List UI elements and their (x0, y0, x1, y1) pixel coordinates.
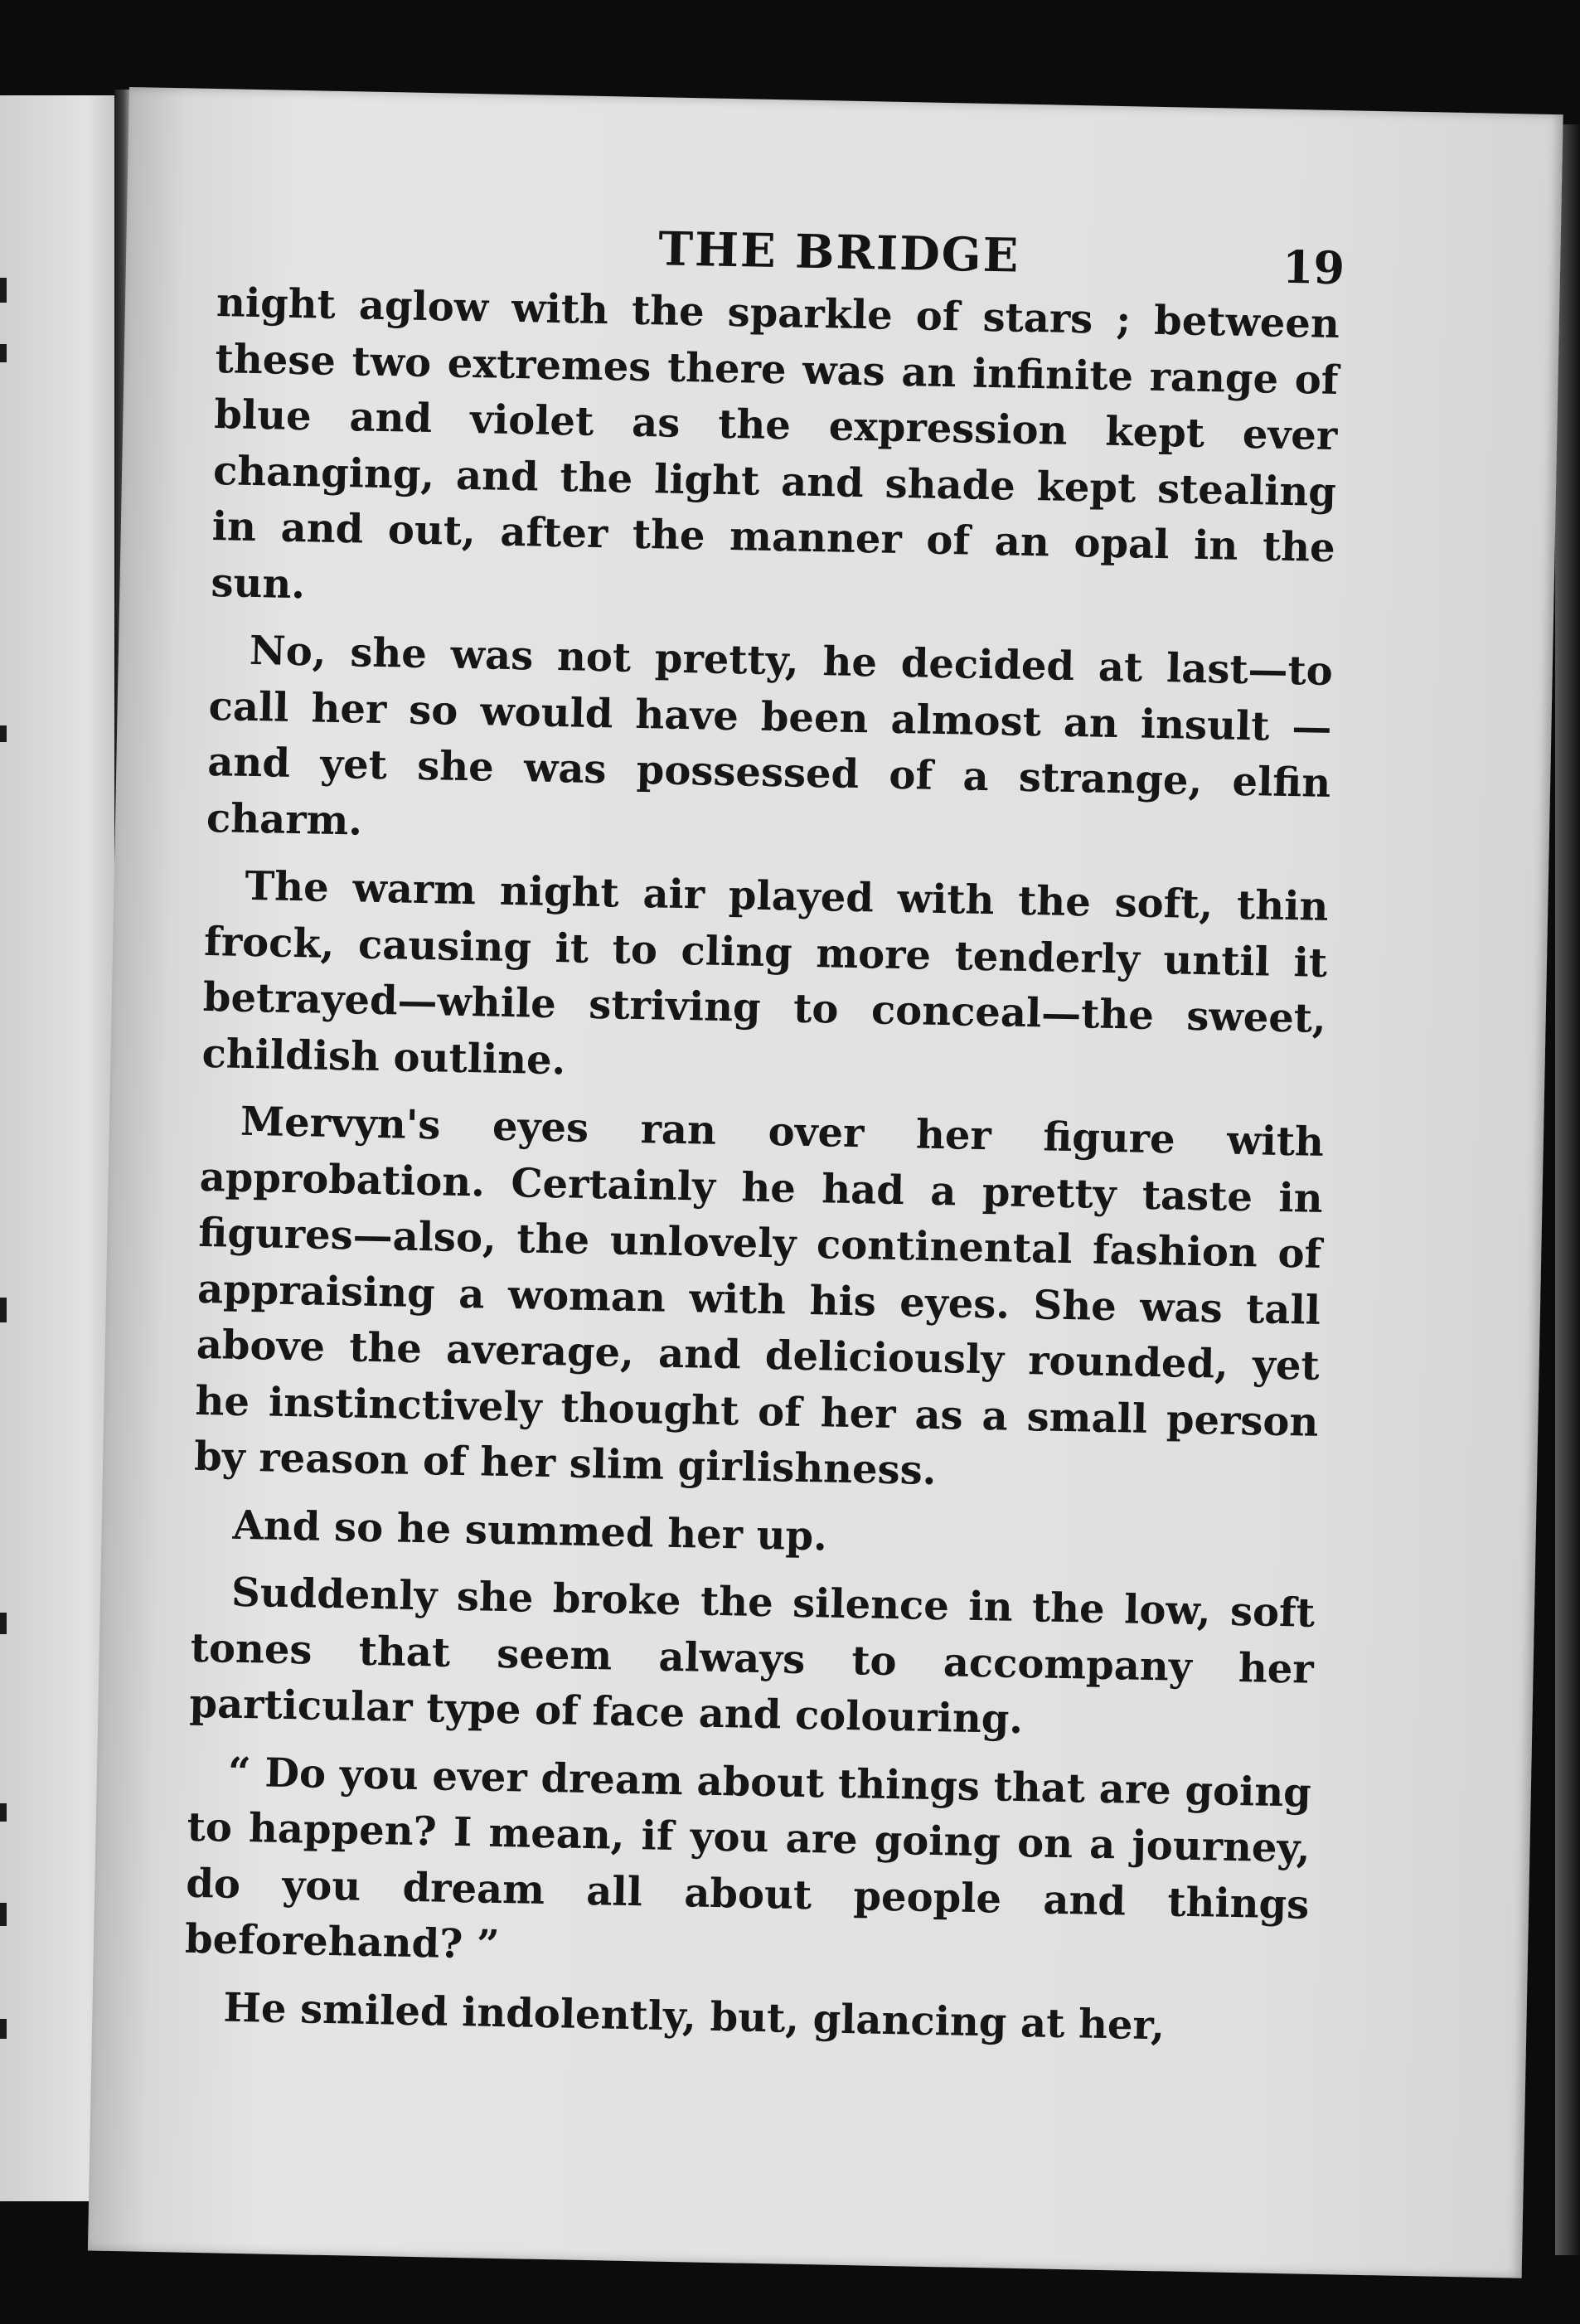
page-edge-shadow (1555, 124, 1580, 2255)
book-page (88, 87, 1563, 2278)
paragraph: Suddenly she broke the silence in the low, soft tones that seem always to accompany her particular type of face and colouring. (189, 1569, 1316, 1744)
paragraph: The warm night air played with the soft, thin frock, causing it to cling more tenderly until it betrayed—while striving to conceal—the sweet, childish outline. (201, 862, 1329, 1084)
paragraph: Mervyn's eyes ran over her figure with approbation. Certainly he had a pretty taste in figures—also, the unlovely continental fashion of appraising a woman with his eyes. She was tall above the average, and deliciously rounded, yet he instinctively thought of her as a small person by reason of her slim girlishness. (193, 1098, 1325, 1494)
paragraph: “ Do you ever dream about things that are going to happen? I mean, if you are going on a journey, do you dream all about people and things beforehand? ” (184, 1749, 1312, 1968)
paragraph: He smiled indolently, but, glancing at her, (223, 1984, 1166, 2049)
body-text (183, 275, 1340, 2069)
page-number: 19 (1282, 240, 1345, 295)
paragraph: And so he summed her up. (232, 1502, 828, 1560)
paragraph: night aglow with the sparkle of stars ; between these two extremes there was an infinite range of blue and violet as the expression kept ever changing, and the light and shade kept stealing in and out, after the manner of an opal in the sun. (211, 279, 1340, 608)
running-header-title: THE BRIDGE (657, 221, 1020, 284)
paragraph: No, she was not pretty, he decided at last—to call her so would have been almost an insult —and yet she was possessed of a strange, elfin charm. (206, 627, 1334, 845)
